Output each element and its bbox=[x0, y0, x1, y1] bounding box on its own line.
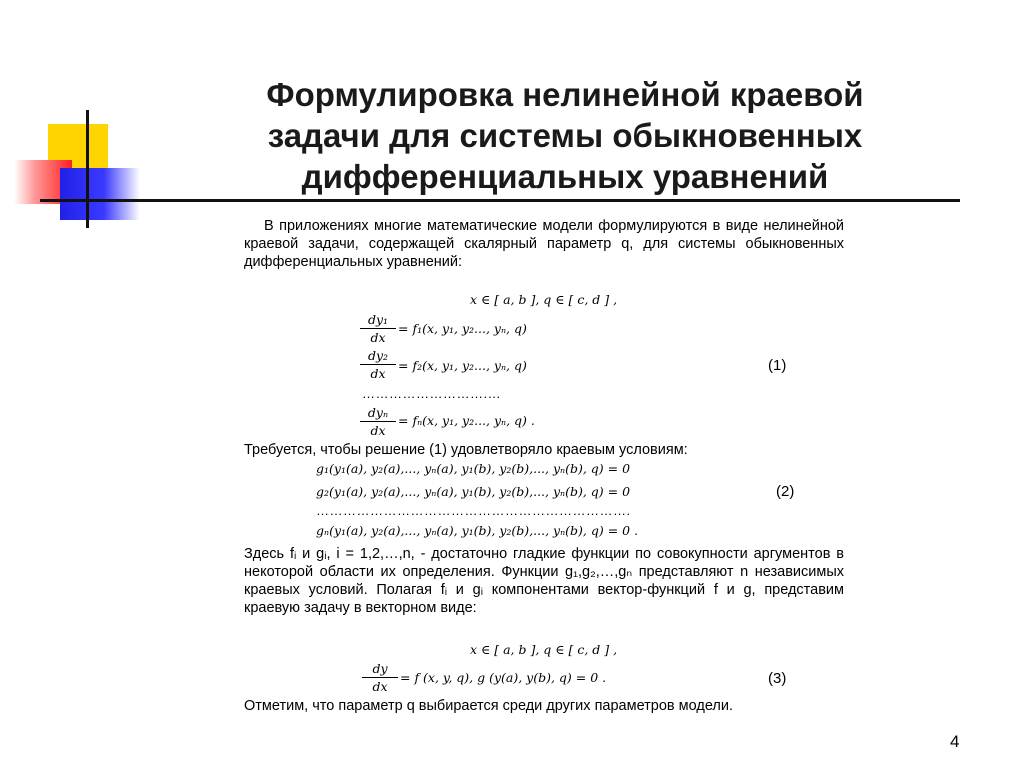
domain-1: x ∈ [ a, b ], q ∈ [ c, d ] , bbox=[470, 292, 618, 307]
title-line-2: задачи для системы обыкновенных bbox=[267, 117, 863, 154]
page-number: 4 bbox=[950, 732, 960, 751]
eq2-den: dx bbox=[370, 366, 386, 381]
bc-1: g₁(y₁(a), y₂(a),..., yₙ(a), y₁(b), y₂(b),..., yₙ(b), q) = 0 bbox=[316, 461, 631, 476]
slide-title bbox=[200, 74, 930, 197]
intro-paragraph: В приложениях многие математические модели формулируются в виде нелинейной краевой задачи, содержащей скалярный параметр q, для системы обыкновенных дифференциальных уравнений: bbox=[244, 218, 844, 270]
eqn-rhs: = fₙ(x, y₁, y₂..., yₙ, q) . bbox=[398, 413, 535, 428]
eq3-derivative bbox=[362, 661, 398, 694]
domain-2: x ∈ [ a, b ], q ∈ [ c, d ] , bbox=[470, 642, 618, 657]
eq1-den: dx bbox=[370, 330, 386, 345]
eq-dots: ……………………….… bbox=[362, 386, 502, 401]
eq1-rhs: = f₁(x, y₁, y₂..., yₙ, q) bbox=[398, 321, 527, 336]
eq2-derivative bbox=[360, 348, 396, 381]
bc-2: g₂(y₁(a), y₂(a),..., yₙ(a), y₁(b), y₂(b),..., yₙ(b), q) = 0 bbox=[316, 484, 631, 499]
eq3-rhs: = f (x, y, q), g (y(a), y(b), q) = 0 . bbox=[400, 670, 607, 685]
decor-blue-square bbox=[60, 168, 140, 220]
decor-horizontal-line bbox=[40, 199, 960, 202]
eq1-derivative bbox=[360, 312, 396, 345]
eq-label-3: (3) bbox=[768, 670, 787, 687]
eqn-den: dx bbox=[370, 423, 386, 438]
eq-label-1: (1) bbox=[768, 357, 787, 374]
eqn-num: dyₙ bbox=[360, 405, 396, 422]
eq2-num: dy₂ bbox=[360, 348, 396, 365]
eqn-derivative bbox=[360, 405, 396, 438]
eq3-num: dy bbox=[362, 661, 398, 678]
eq-label-2: (2) bbox=[776, 483, 795, 500]
bc-n: gₙ(y₁(a), y₂(a),..., yₙ(a), y₁(b), y₂(b),..., yₙ(b), q) = 0 . bbox=[316, 523, 639, 538]
conclusion-paragraph: Отметим, что параметр q выбирается среди других параметров модели. bbox=[244, 698, 734, 714]
bc-dots: ……………………………………………………………. bbox=[316, 503, 631, 518]
requirement-text: Требуется, чтобы решение (1) удовлетворяло краевым условиям: bbox=[244, 442, 688, 458]
explanation-paragraph: Здесь fᵢ и gᵢ, i = 1,2,…,n, - достаточно гладкие функции по совокупности аргументов в некоторой области их определения. Функции g₁,g₂,…,gₙ представляют n независимых краевых условий. Полагая fᵢ и gᵢ компонентами вектор-функций f и g, представим краевую задачу в векторном виде: bbox=[244, 546, 844, 616]
title-line-1: Формулировка нелинейной краевой bbox=[266, 76, 864, 113]
decor-vertical-line bbox=[86, 110, 89, 228]
title-line-3: дифференциальных уравнений bbox=[301, 158, 829, 195]
eq3-den: dx bbox=[372, 679, 388, 694]
eq1-num: dy₁ bbox=[360, 312, 396, 329]
eq2-rhs: = f₂(x, y₁, y₂..., yₙ, q) bbox=[398, 358, 527, 373]
